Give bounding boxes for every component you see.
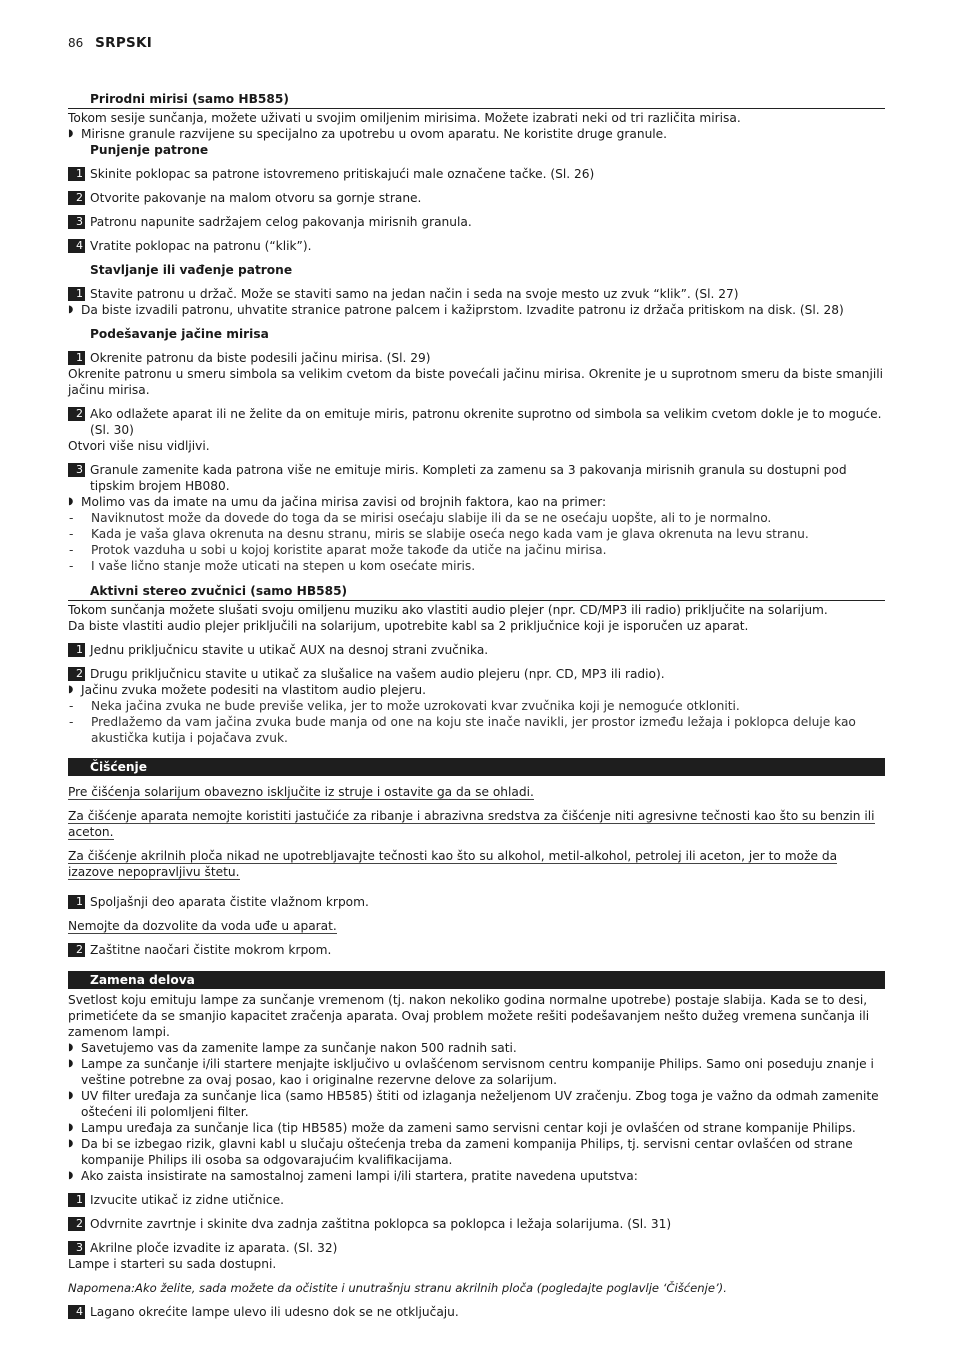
language-label: SRPSKI xyxy=(95,35,153,51)
step-item: 1 Okrenite patronu da biste podesili jačinu mirisa. (Sl. 29) xyxy=(68,350,885,366)
bullet-item: ◗ Savetujemo vas da zamenite lampe za sunčanje nakon 500 radnih sati. xyxy=(68,1041,517,1055)
paragraph: Okrenite patronu u smeru simbola sa velikim cvetom da biste povećali jačinu mirisa. Okrenite je u suprotnom smeru da biste smanjili jačinu mirisa. xyxy=(68,367,883,397)
step-item: 2 Ako odlažete aparat ili ne želite da on emituje miris, patronu okrenite suprotno od simbola sa velikim cvetom dokle je to moguće. (Sl. 30) xyxy=(68,406,885,438)
section-title: Aktivni stereo zvučnici (samo HB585) xyxy=(68,583,885,601)
step-number: 1 xyxy=(68,351,85,365)
step-number: 3 xyxy=(68,215,85,229)
bullet-item: ◗ Da biste izvadili patronu, uhvatite stranice patrone palcem i kažiprstom. Izvadite patronu iz držača pritiskom na disk. (Sl. 28) xyxy=(68,303,844,317)
step-item: 1 Skinite poklopac sa patrone istovremeno pritiskajući male označene tačke. (Sl. 26) xyxy=(68,166,885,182)
section-title: Prirodni mirisi (samo HB585) xyxy=(68,91,885,109)
step-number: 2 xyxy=(68,191,85,205)
bullet-icon: ◗ xyxy=(68,1170,74,1181)
subsection-title: Podešavanje jačine mirisa xyxy=(90,327,269,341)
paragraph: Tokom sunčanja možete slušati svoju omiljenu muziku ako vlastiti audio plejer (npr. CD/MP3 ili radio) priključite na solarijum. xyxy=(68,603,828,617)
step-item: 2 Odvrnite zavrtnje i skinite dva zadnja zaštitna poklopca sa poklopca i ležaja solarijuma. (Sl. 31) xyxy=(68,1216,885,1232)
step-number: 3 xyxy=(68,1241,85,1255)
bullet-item: ◗ Da bi se izbegao rizik, glavni kabl u slučaju oštećenja treba da zameni kompanija Philips, tj. servisni centar ovlašćen od strane kompanije Philips ili osoba sa odgovarajućim kvalifikacijama. xyxy=(68,1137,853,1167)
dash-item: - Protok vazduha u sobi u kojoj koristite aparat može takođe da utiče na jačinu mirisa. xyxy=(69,543,607,557)
paragraph: Lampe i starteri su sada dostupni. xyxy=(68,1257,277,1271)
step-item: 2 Otvorite pakovanje na malom otvoru sa gornje strane. xyxy=(68,190,885,206)
bullet-item: ◗ UV filter uređaja za sunčanje lica (samo HB585) štiti od izlaganja neželjenom UV zračenju. Zbog toga je važno da odmah zamenite oštećeni ili polomljeni filter. xyxy=(68,1089,879,1119)
step-number: 2 xyxy=(68,1217,85,1231)
bullet-icon: ◗ xyxy=(68,304,74,315)
bullet-item: ◗ Lampe za sunčanje i/ili startere menjajte isključivo u ovlašćenom servisnom centru kompanije Philips. Samo oni poseduju znanje i veštine potrebne za ovaj posao, kao i originalne rezervne delove za solarijum. xyxy=(68,1057,874,1087)
paragraph: Otvori više nisu vidljivi. xyxy=(68,439,210,453)
dash-item: - Naviknutost može da dovede do toga da se mirisi osećaju slabije ili da se ne osećaju uopšte, ali to je normalno. xyxy=(69,511,772,525)
step-number: 3 xyxy=(68,463,85,477)
warning-text: Za čišćenje akrilnih ploča nikad ne upotrebljavajte tečnosti kao što su alkohol, metil-alkohol, petrolej ili aceton, jer to može da izazove nepopravljivu štetu. xyxy=(68,849,838,879)
bullet-icon: ◗ xyxy=(68,1042,74,1053)
step-number: 2 xyxy=(68,667,85,681)
step-item: 1 Stavite patronu u držač. Može se staviti samo na jedan način i seda na svoje mesto uz zvuk “klik”. (Sl. 27) xyxy=(68,286,885,302)
warning-text: Za čišćenje aparata nemojte koristiti jastučiće za ribanje i abrazivna sredstva za čišćenje niti agresivne tečnosti kao što su benzin ili aceton. xyxy=(68,809,875,839)
step-number: 1 xyxy=(68,1193,85,1207)
step-number: 2 xyxy=(68,943,85,957)
section-title: Zamena delova xyxy=(68,971,885,989)
section-title: Čišćenje xyxy=(68,758,885,776)
bullet-icon: ◗ xyxy=(68,1138,74,1149)
subsection-title: Punjenje patrone xyxy=(90,143,209,157)
bullet-icon: ◗ xyxy=(68,1090,74,1101)
bullet-item: ◗ Mirisne granule razvijene su specijalno za upotrebu u ovom aparatu. Ne koristite druge granule. xyxy=(68,127,668,141)
step-number: 4 xyxy=(68,239,85,253)
step-number: 4 xyxy=(68,1305,85,1319)
bullet-item: ◗ Lampu uređaja za sunčanje lica (tip HB585) može da zameni samo servisni centar koji je ovlašćen od strane kompanije Philips. xyxy=(68,1121,856,1135)
step-number: 2 xyxy=(68,407,85,421)
step-item: 1 Izvucite utikač iz zidne utičnice. xyxy=(68,1192,885,1208)
document-body xyxy=(68,91,885,1320)
bullet-icon: ◗ xyxy=(68,128,74,139)
warning-text: Nemojte da dozvolite da voda uđe u aparat. xyxy=(68,919,337,933)
step-item: 3 Granule zamenite kada patrona više ne emituje miris. Kompleti za zamenu sa 3 pakovanja mirisnih granula su dostupni pod tipskim brojem HB080. xyxy=(68,462,885,494)
page-number: 86 xyxy=(68,36,84,50)
step-item: 4 Vratite poklopac na patronu (“klik”). xyxy=(68,238,885,254)
bullet-item: ◗ Jačinu zvuka možete podesiti na vlastitom audio plejeru. xyxy=(68,683,426,697)
step-item: 1 Jednu priključnicu stavite u utikač AUX na desnoj strani zvučnika. xyxy=(68,642,885,658)
dash-item: - Neka jačina zvuka ne bude previše velika, jer to može uzrokovati kvar zvučnika koji je nemoguće otkloniti. xyxy=(69,699,740,713)
step-number: 1 xyxy=(68,895,85,909)
warning-text: Pre čišćenja solarijum obavezno isključite iz struje i ostavite ga da se ohladi. xyxy=(68,785,534,799)
step-item: 2 Zaštitne naočari čistite mokrom krpom. xyxy=(68,942,885,958)
step-item: 4 Lagano okrećite lampe ulevo ili udesno dok se ne otključaju. xyxy=(68,1304,885,1320)
bullet-item: ◗ Molimo vas da imate na umu da jačina mirisa zavisi od brojnih faktora, kao na primer: xyxy=(68,495,607,509)
step-number: 1 xyxy=(68,643,85,657)
dash-item: - Kada je vaša glava okrenuta na desnu stranu, miris se slabije oseća nego kada vam je glava okrenuta na levu stranu. xyxy=(69,527,809,541)
paragraph: Tokom sesije sunčanja, možete uživati u svojim omiljenim mirisima. Možete izabrati neki od tri različita mirisa. xyxy=(68,111,741,125)
bullet-icon: ◗ xyxy=(68,1058,74,1069)
step-item: 2 Drugu priključnicu stavite u utikač za slušalice na vašem audio plejeru (npr. CD, MP3 ili radio). xyxy=(68,666,885,682)
dash-item: - Predlažemo da vam jačina zvuka bude manja od one na koju ste inače navikli, jer prostor između ležaja i poklopca deluje kao akustička kutija i pojačava zvuk. xyxy=(69,715,856,745)
step-item: 3 Patronu napunite sadržajem celog pakovanja mirisnih granula. xyxy=(68,214,885,230)
note-text: Napomena:Ako želite, sada možete da očistite i unutrašnju stranu akrilnih ploča (pogledajte poglavlje ‘Čišćenje’). xyxy=(68,1281,727,1295)
page-header xyxy=(68,35,152,51)
subsection-title: Stavljanje ili vađenje patrone xyxy=(90,263,293,277)
step-item: 1 Spoljašnji deo aparata čistite vlažnom krpom. xyxy=(68,894,885,910)
bullet-item: ◗ Ako zaista insistirate na samostalnoj zameni lampi i/ili startera, pratite navedena uputstva: xyxy=(68,1169,638,1183)
step-number: 1 xyxy=(68,167,85,181)
dash-item: - I vaše lično stanje može uticati na stepen u kom osećate miris. xyxy=(69,559,476,573)
paragraph: Da biste vlastiti audio plejer priključili na solarijum, upotrebite kabl sa 2 priključnice koji je isporučen uz aparat. xyxy=(68,619,749,633)
step-item: 3 Akrilne ploče izvadite iz aparata. (Sl. 32) xyxy=(68,1240,885,1256)
step-number: 1 xyxy=(68,287,85,301)
bullet-icon: ◗ xyxy=(68,496,74,507)
paragraph: Svetlost koju emituju lampe za sunčanje vremenom (tj. nakon nekoliko godina normalne upotrebe) postaje slabija. Kada se to desi, primetićete da se smanjio kapacitet zračenja aparata. Ovaj problem možete rešiti podešavanjem nešto dužeg vremena sunčanja ili zamenom lampi. xyxy=(68,993,870,1039)
bullet-icon: ◗ xyxy=(68,684,74,695)
bullet-icon: ◗ xyxy=(68,1122,74,1133)
